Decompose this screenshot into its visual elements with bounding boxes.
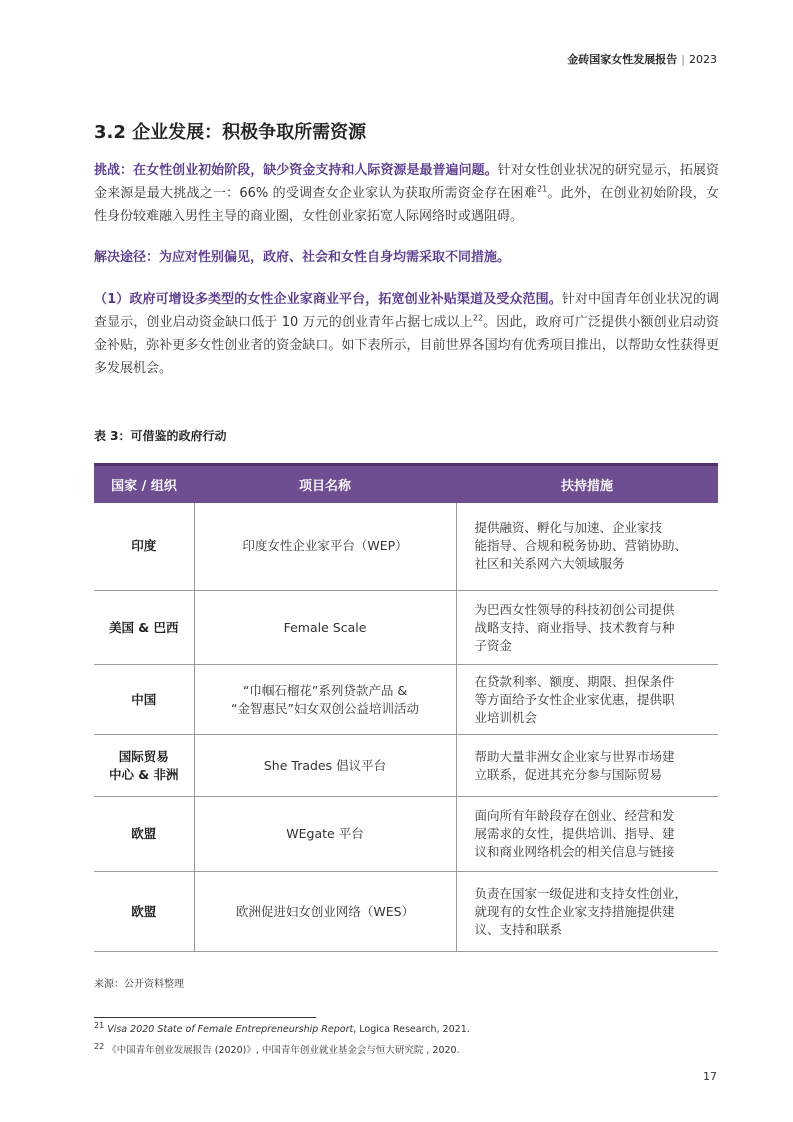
- cell-country-line: 印度: [131, 538, 157, 554]
- government-lead: （1）政府可增设多类型的女性企业家商业平台，拓宽创业补贴渠道及受众范围。: [94, 292, 562, 307]
- footnote-text: , Logica Research, 2021.: [353, 1024, 470, 1035]
- cell-country: [94, 591, 194, 665]
- table-source: 来源：公开资料整理: [94, 979, 184, 990]
- table-row: [94, 797, 718, 872]
- government-actions-table: [94, 463, 718, 952]
- table-header-row: [94, 465, 718, 503]
- cell-project-line: 印度女性企业家平台（WEP）: [242, 538, 408, 554]
- cell-measure: [456, 591, 718, 665]
- cell-project: [194, 503, 456, 591]
- table-row: [94, 872, 718, 952]
- cell-country: [94, 503, 194, 591]
- cell-project: [194, 591, 456, 665]
- cell-country-line: 欧盟: [131, 826, 157, 841]
- cell-country-line: 欧盟: [131, 903, 157, 919]
- cell-measure-line: 负责在国家一级促进和支持女性创业，: [474, 885, 688, 901]
- section-title: 3.2 企业发展：积极争取所需资源: [94, 122, 367, 143]
- cell-measure: [456, 665, 718, 735]
- header-separator: |: [681, 53, 685, 66]
- report-title: 金砖国家女性发展报告: [567, 53, 678, 66]
- footnote-text: 《中国青年创业发展报告 (2020)》, 中国青年创业就业基金会与恒大研究院 , 2020.: [107, 1045, 460, 1056]
- footnote-title: Visa 2020 State of Female Entrepreneurship Report: [107, 1024, 354, 1035]
- cell-measure-line: 提供融资、孵化与加速、企业家技: [474, 520, 663, 536]
- challenge-text-1: 针对女性创业状况的研究显示，拓展资金来源是最大挑战之一：66% 的受调查女企业家认为获取所需资金存在困难: [94, 163, 719, 201]
- footnote-ref-22[interactable]: 22: [472, 313, 484, 323]
- challenge-text-2: 。此外，在创业初始阶段，女性身份较难融入男性主导的商业圈，女性创业家拓宽人际网络时或遇阻碍。: [94, 186, 719, 224]
- cell-country: [94, 665, 194, 735]
- paragraph-solution: [94, 246, 719, 269]
- cell-country: [94, 872, 194, 952]
- cell-measure: [456, 872, 718, 952]
- cell-measure: [456, 735, 718, 797]
- report-year: 2023: [689, 53, 717, 66]
- cell-measure-line: 就现有的女性企业家支持措施提供建: [474, 903, 675, 919]
- table-row: [94, 503, 718, 591]
- challenge-lead: 挑战：在女性创业初始阶段，缺少资金支持和人际资源是最普遍问题。: [94, 163, 498, 178]
- government-text-2: 。因此，政府可广泛提供小额创业启动资金补贴，弥补更多女性创业者的资金缺口。如下表所示，目前世界各国均有优秀项目推出，以帮助女性获得更多发展机会。: [94, 315, 719, 376]
- cell-measure: [456, 503, 718, 591]
- cell-project-line: “巾帼石榴花”系列贷款产品 &: [242, 682, 408, 698]
- cell-measure-line: 议、支持和联系: [474, 921, 563, 937]
- paragraph-challenge: [94, 159, 719, 228]
- footnote-ref-21[interactable]: 21: [536, 184, 548, 194]
- cell-measure-line: 展需求的女性，提供培训、指导、建: [474, 826, 675, 841]
- table-row: [94, 665, 718, 735]
- header-country: 国家 / 组织: [94, 465, 194, 503]
- cell-country: [94, 735, 194, 797]
- cell-measure-line: 业培训机会: [474, 709, 538, 725]
- cell-measure-line: 等方面给予女性企业家优惠，提供职: [474, 691, 675, 707]
- cell-project-line: “金智惠民”妇女双创公益培训活动: [231, 700, 419, 716]
- cell-project: [194, 797, 456, 872]
- cell-measure-line: 能指导、合规和税务协助、营销协助、: [474, 538, 688, 554]
- header-measure: 扶持措施: [456, 465, 718, 503]
- header-project: 项目名称: [194, 465, 456, 503]
- cell-measure-line: 立联系，促进其充分参与国际贸易: [474, 766, 663, 782]
- footnote-21: [94, 1020, 470, 1035]
- footnote-22: [94, 1042, 460, 1056]
- running-header: [567, 51, 717, 67]
- table-caption: 表 3：可借鉴的政府行动: [94, 429, 227, 443]
- footnote-divider: [94, 1017, 316, 1018]
- cell-measure: [456, 797, 718, 872]
- cell-measure-line: 面向所有年龄段存在创业、经营和发: [474, 808, 675, 823]
- table-row: [94, 591, 718, 665]
- cell-project: [194, 872, 456, 952]
- solution-lead: 解决途径：为应对性别偏见，政府、社会和女性自身均需采取不同措施。: [94, 250, 511, 265]
- cell-project-line: WEgate 平台: [286, 826, 364, 841]
- government-text-1: 针对中国青年创业状况的调查显示，创业启动资金缺口低于 10 万元的创业青年占据七成以上: [94, 292, 719, 330]
- cell-measure-line: 子资金: [474, 637, 513, 653]
- page-number: 17: [703, 1070, 717, 1083]
- cell-measure-line: 社区和关系网六大领域服务: [474, 556, 625, 572]
- cell-country: [94, 797, 194, 872]
- footnote-number: 22: [94, 1041, 105, 1051]
- cell-measure-line: 在贷款利率、额度、期限、担保条件: [474, 673, 675, 689]
- cell-project: [194, 665, 456, 735]
- cell-country-line: 中国: [131, 691, 157, 707]
- table-row: [94, 735, 718, 797]
- cell-measure-line: 议和商业网络机会的相关信息与链接: [474, 844, 675, 859]
- cell-measure-line: 战略支持、商业指导、技术教育与种: [474, 619, 675, 635]
- cell-country-line: 国际贸易: [118, 748, 169, 764]
- cell-measure-line: 为巴西女性领导的科技初创公司提供: [474, 601, 675, 617]
- cell-measure-line: 帮助大量非洲女企业家与世界市场建: [474, 748, 675, 764]
- paragraph-government: [94, 288, 719, 380]
- cell-project: [194, 735, 456, 797]
- cell-project-line: Female Scale: [283, 619, 367, 635]
- cell-country-line: 中心 & 非洲: [108, 766, 179, 782]
- footnote-number: 21: [94, 1020, 105, 1030]
- cell-project-line: She Trades 倡议平台: [263, 757, 387, 773]
- cell-project-line: 欧洲促进妇女创业网络（WES）: [235, 903, 415, 919]
- cell-country-line: 美国 & 巴西: [108, 619, 179, 635]
